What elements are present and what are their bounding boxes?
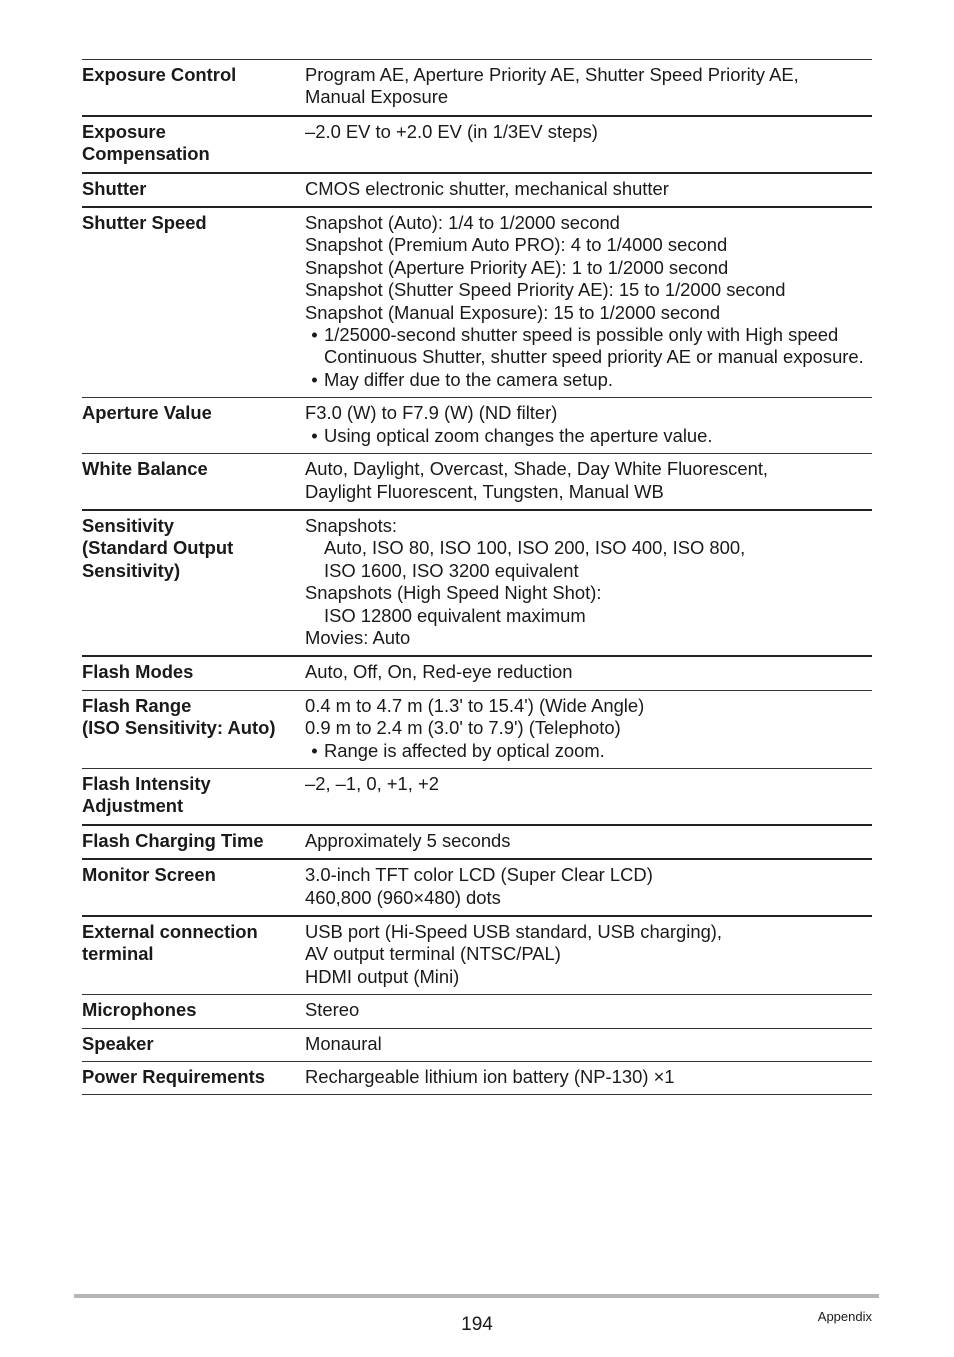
spec-value-line: Monaural <box>305 1032 382 1054</box>
spec-value <box>305 458 872 503</box>
spec-row <box>82 511 872 657</box>
spec-row <box>82 60 872 117</box>
spec-value <box>305 1066 872 1088</box>
spec-note <box>305 324 872 369</box>
spec-value-line: USB port (Hi-Speed USB standard, USB charging), <box>305 921 723 942</box>
spec-value <box>305 661 872 683</box>
spec-row <box>82 454 872 511</box>
spec-label: Sensitivity (Standard Output Sensitivity) <box>82 514 234 581</box>
spec-label: Aperture Value <box>82 402 212 424</box>
spec-note-text: Range is affected by optical zoom. <box>324 739 605 761</box>
spec-value-line: Snapshots: <box>305 514 398 536</box>
spec-value-line: Manual Exposure <box>305 86 449 108</box>
spec-label: Flash Modes <box>82 661 194 683</box>
spec-value-line: Daylight Fluorescent, Tungsten, Manual WB <box>305 480 664 502</box>
spec-row <box>82 826 872 860</box>
spec-row <box>82 398 872 454</box>
spec-value-line: Snapshot (Premium Auto PRO): 4 to 1/4000 second <box>305 234 728 256</box>
spec-row <box>82 174 872 208</box>
spec-row <box>82 208 872 398</box>
spec-row <box>82 917 872 995</box>
bullet-icon: • <box>311 739 318 761</box>
spec-note <box>305 369 872 391</box>
spec-label: Microphones <box>82 999 197 1021</box>
footer-rule <box>74 1294 879 1298</box>
spec-value-line: Rechargeable lithium ion battery (NP-130) ×1 <box>305 1066 675 1088</box>
spec-label: Exposure Control <box>82 64 237 85</box>
spec-value-line: Movies: Auto <box>305 626 411 648</box>
spec-value-line: Snapshot (Aperture Priority AE): 1 to 1/2000 second <box>305 256 729 278</box>
spec-value-line: HDMI output (Mini) <box>305 965 460 987</box>
spec-row <box>82 657 872 690</box>
spec-value <box>305 121 872 166</box>
spec-label: Shutter Speed <box>82 212 207 234</box>
spec-value <box>305 402 872 447</box>
spec-label: Speaker <box>82 1032 154 1054</box>
spec-value <box>305 1033 872 1055</box>
spec-value <box>305 999 872 1021</box>
spec-value <box>305 212 872 391</box>
spec-note-text: Using optical zoom changes the aperture value. <box>324 424 713 446</box>
spec-row <box>82 1062 872 1095</box>
spec-value-line: Auto, Off, On, Red-eye reduction <box>305 661 573 683</box>
spec-value <box>305 515 872 649</box>
spec-label: Exposure Compensation <box>82 120 210 165</box>
spec-value <box>305 773 872 818</box>
spec-value-line: ISO 1600, ISO 3200 equivalent <box>324 559 579 581</box>
spec-value <box>305 695 872 762</box>
spec-value <box>305 830 872 852</box>
spec-value-line: –2, –1, 0, +1, +2 <box>305 772 439 794</box>
spec-note <box>305 425 872 447</box>
spec-label: Shutter <box>82 177 147 199</box>
spec-value-line: Snapshot (Shutter Speed Priority AE): 15 to 1/2000 second <box>305 279 786 301</box>
spec-value-line: 0.4 m to 4.7 m (1.3' to 15.4') (Wide Angle) <box>305 694 645 716</box>
spec-label: White Balance <box>82 458 208 480</box>
spec-value <box>305 921 872 988</box>
spec-label: Flash Charging Time <box>82 829 264 851</box>
bullet-icon: • <box>311 324 318 346</box>
spec-note-text: 1/25000-second shutter speed is possible only with High speed Continuous Shutter, shutter speed priority AE or manual exposure. <box>324 324 864 368</box>
spec-value-line: Approximately 5 seconds <box>305 829 511 851</box>
spec-value-line: AV output terminal (NTSC/PAL) <box>305 943 561 965</box>
spec-value-line: Program AE, Aperture Priority AE, Shutter Speed Priority AE, <box>305 64 799 85</box>
spec-row <box>82 117 872 174</box>
page-number: 194 <box>461 1314 493 1335</box>
bullet-icon: • <box>311 424 318 446</box>
spec-value-line: F3.0 (W) to F7.9 (W) (ND filter) <box>305 402 558 424</box>
spec-value-line: Stereo <box>305 999 360 1021</box>
spec-label: Flash Range (ISO Sensitivity: Auto) <box>82 694 276 739</box>
spec-row <box>82 995 872 1028</box>
spec-note-text: May differ due to the camera setup. <box>324 368 613 390</box>
spec-value-line: Snapshots (High Speed Night Shot): <box>305 582 602 604</box>
spec-value <box>305 178 872 200</box>
spec-row <box>82 860 872 917</box>
spec-table <box>82 59 872 1095</box>
spec-value-line: Snapshot (Auto): 1/4 to 1/2000 second <box>305 212 620 234</box>
section-name: Appendix <box>817 1309 872 1324</box>
spec-label: Flash Intensity Adjustment <box>82 772 211 817</box>
spec-value-line: 3.0-inch TFT color LCD (Super Clear LCD) <box>305 864 653 886</box>
spec-label: Monitor Screen <box>82 864 216 886</box>
spec-value-line: Auto, Daylight, Overcast, Shade, Day White Fluorescent, <box>305 458 769 480</box>
spec-label: External connection terminal <box>82 921 258 965</box>
spec-value-line: Snapshot (Manual Exposure): 15 to 1/2000 second <box>305 301 721 323</box>
spec-value-line: 0.9 m to 2.4 m (3.0' to 7.9') (Telephoto) <box>305 717 621 739</box>
spec-row <box>82 1029 872 1062</box>
spec-value-line: Auto, ISO 80, ISO 100, ISO 200, ISO 400, ISO 800, <box>324 537 746 559</box>
bullet-icon: • <box>311 368 318 390</box>
spec-value <box>305 64 872 109</box>
spec-value-line: CMOS electronic shutter, mechanical shutter <box>305 177 669 199</box>
spec-value-line: 460,800 (960×480) dots <box>305 886 501 908</box>
spec-value-line: –2.0 EV to +2.0 EV (in 1/3EV steps) <box>305 120 598 142</box>
spec-row <box>82 769 872 826</box>
spec-note <box>305 740 872 762</box>
spec-row <box>82 691 872 769</box>
spec-value-line: ISO 12800 equivalent maximum <box>324 604 586 626</box>
spec-value <box>305 864 872 909</box>
spec-label: Power Requirements <box>82 1066 265 1088</box>
